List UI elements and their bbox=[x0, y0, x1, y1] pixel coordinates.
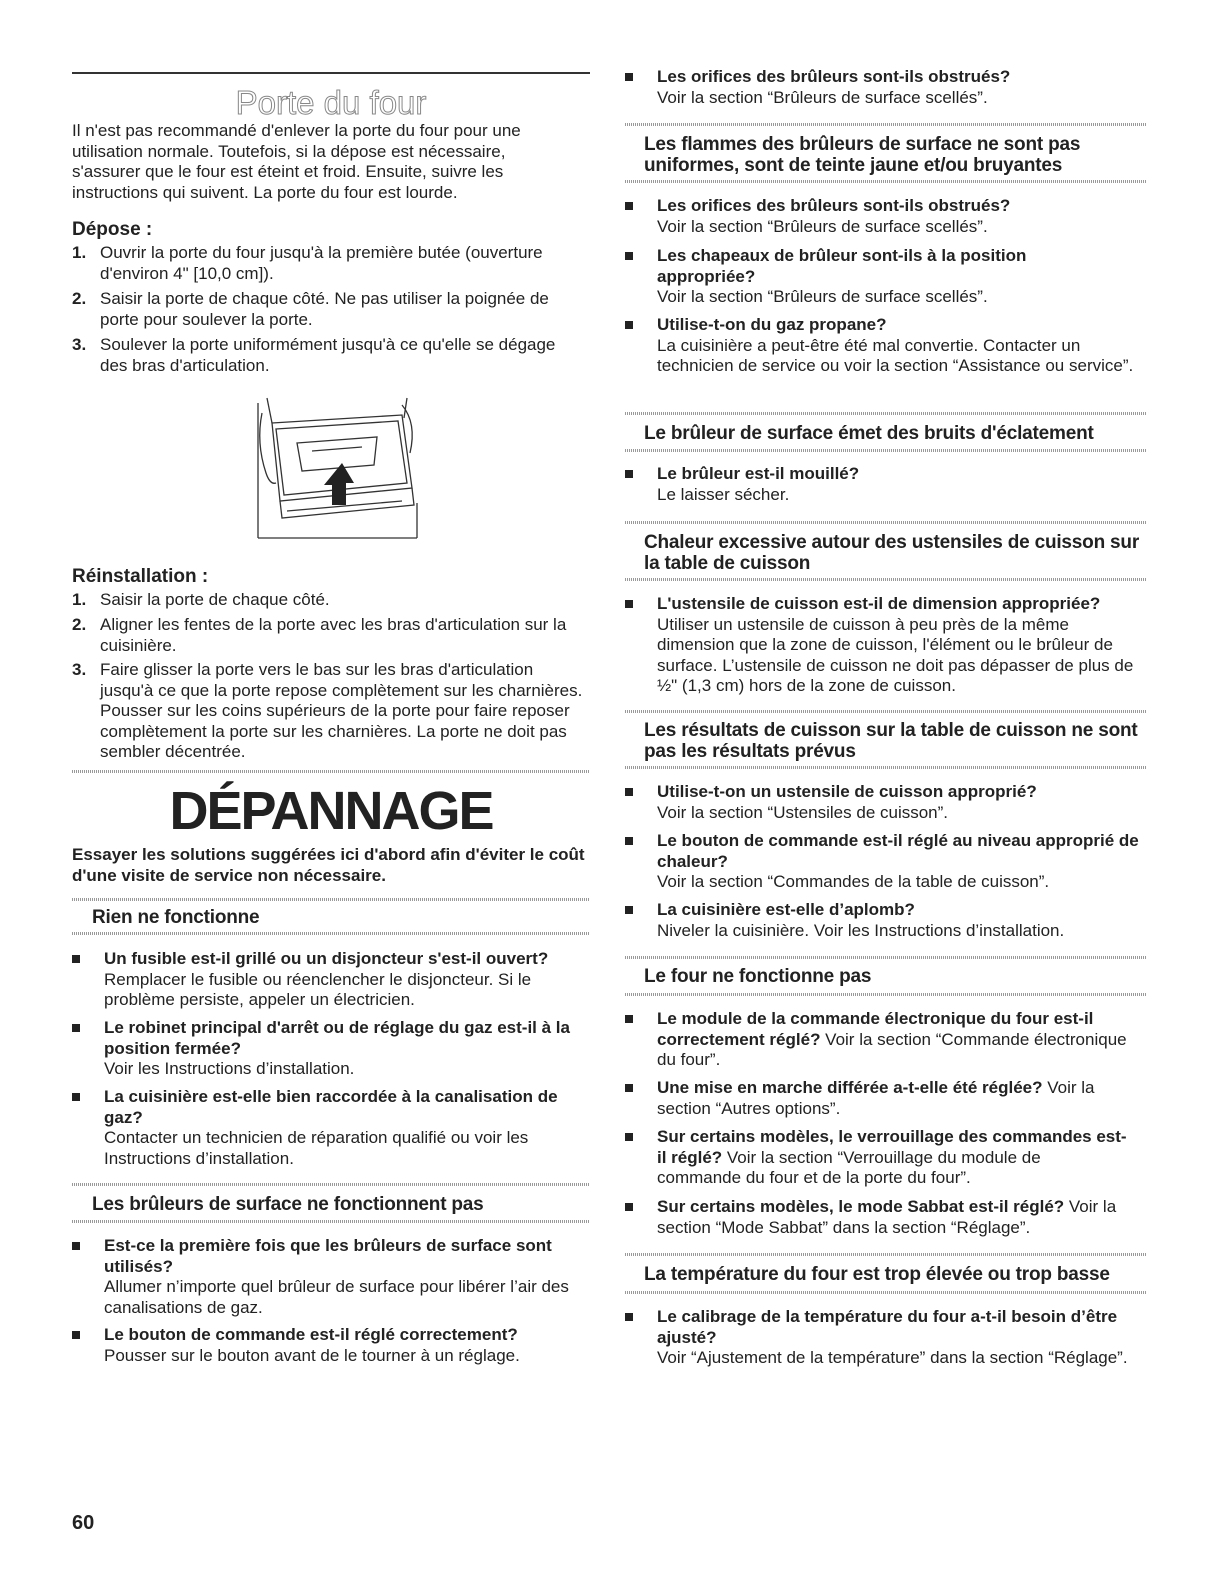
divider bbox=[625, 956, 1147, 959]
bullet-icon bbox=[625, 321, 633, 329]
bullet-icon bbox=[72, 1242, 80, 1250]
list-item bbox=[625, 782, 1150, 823]
step-number: 2. bbox=[72, 615, 87, 634]
depose-step bbox=[72, 243, 587, 284]
answer: Voir la section “Commandes de la table de cuisson”. bbox=[657, 872, 1050, 891]
bullet-icon bbox=[625, 1015, 633, 1023]
bullet-icon bbox=[72, 1331, 80, 1339]
step-text: Soulever la porte uniformément jusqu'à ce qu'elle se dégage des bras d'articulation. bbox=[100, 335, 556, 375]
divider bbox=[625, 578, 1147, 581]
answer: Contacter un technicien de réparation qualifié ou voir les Instructions d’installation. bbox=[104, 1128, 529, 1168]
answer: Pousser sur le bouton avant de le tourner à un réglage. bbox=[104, 1345, 520, 1365]
list-item bbox=[625, 1197, 1150, 1238]
answer: Niveler la cuisinière. Voir les Instructions d’installation. bbox=[657, 920, 1065, 940]
question: Les chapeaux de brûleur sont-ils à la position appropriée? bbox=[657, 246, 1027, 286]
answer: Voir la section “Ustensiles de cuisson”. bbox=[657, 802, 949, 822]
page-number: 60 bbox=[72, 1512, 95, 1534]
bullet-icon bbox=[625, 470, 633, 478]
question: Le brûleur est-il mouillé? bbox=[657, 464, 860, 483]
divider bbox=[625, 412, 1147, 415]
answer: Voir la section “Commande électronique du four”. bbox=[657, 1029, 1127, 1069]
flammes-heading: Les flammes des brûleurs de surface ne sont pas uniformes, sont de teinte jaune et/ou bruyantes bbox=[644, 134, 1081, 176]
list-item bbox=[72, 1325, 590, 1366]
divider bbox=[625, 123, 1147, 126]
question: Le bouton de commande est-il réglé au niveau approprié de chaleur? bbox=[657, 831, 1139, 871]
bruleurs-heading: Les brûleurs de surface ne fonctionnent pas bbox=[92, 1194, 484, 1215]
reinstall-step bbox=[72, 590, 587, 611]
bullet-icon bbox=[72, 1024, 80, 1032]
step-number: 1. bbox=[72, 590, 87, 609]
question: Une mise en marche différée a-t-elle été réglée? bbox=[657, 1078, 1043, 1097]
temp-heading: La température du four est trop élevée ou trop basse bbox=[644, 1264, 1110, 1285]
answer: Le laisser sécher. bbox=[657, 484, 790, 504]
list-item bbox=[72, 1018, 590, 1080]
intro-paragraph: Il n'est pas recommandé d'enlever la porte du four pour une utilisation normale. Toutefois, si la dépose est nécessaire, s'assurer que le four est éteint et froid. Ensuite, suivre les instructions qui suivent. La porte du four est lourde. bbox=[72, 121, 521, 202]
list-item bbox=[625, 900, 1150, 941]
step-text: Faire glisser la porte vers le bas sur les bras d'articulation jusqu'à ce que la porte repose complètement sur les charnières. Pousser sur les coins supérieurs de la porte pour faire reposer complètement la porte sur les charnières. La porte ne doit pas sembler décentrée. bbox=[100, 660, 583, 761]
rien-heading: Rien ne fonctionne bbox=[92, 907, 260, 928]
step-number: 2. bbox=[72, 289, 87, 308]
question: Est-ce la première fois que les brûleurs de surface sont utilisés? bbox=[104, 1236, 552, 1276]
divider bbox=[625, 766, 1147, 769]
question: Le module de la commande électronique du four est-il correctement réglé? bbox=[657, 1009, 1094, 1049]
eclat-heading: Le brûleur de surface émet des bruits d'éclatement bbox=[644, 423, 1094, 444]
reinstall-heading: Réinstallation : bbox=[72, 566, 209, 587]
question: Utilise-t-on du gaz propane? bbox=[657, 315, 887, 334]
step-text: Aligner les fentes de la porte avec les bras d'articulation sur la cuisinière. bbox=[100, 615, 567, 655]
bullet-icon bbox=[72, 955, 80, 963]
bullet-icon bbox=[625, 1313, 633, 1321]
question: Sur certains modèles, le mode Sabbat est-il réglé? bbox=[657, 1197, 1065, 1216]
divider bbox=[72, 1183, 590, 1186]
divider bbox=[625, 1253, 1147, 1256]
question: Utilise-t-on un ustensile de cuisson approprié? bbox=[657, 782, 1037, 801]
divider bbox=[625, 180, 1147, 183]
list-item bbox=[625, 831, 1150, 893]
step-text: Ouvrir la porte du four jusqu'à la première butée (ouverture d'environ 4" [10,0 cm]). bbox=[100, 243, 543, 283]
top-rule bbox=[72, 72, 590, 74]
section-title-porte-du-four: Porte du four bbox=[235, 84, 427, 121]
step-number: 1. bbox=[72, 243, 87, 262]
divider bbox=[72, 770, 590, 773]
list-item bbox=[625, 315, 1150, 377]
list-item bbox=[625, 594, 1150, 697]
answer: Voir la section “Autres options”. bbox=[657, 1078, 1095, 1118]
list-item bbox=[72, 1236, 590, 1318]
bullet-icon bbox=[625, 837, 633, 845]
question: Un fusible est-il grillé ou un disjoncteur s'est-il ouvert? bbox=[104, 949, 549, 968]
question: Les orifices des brûleurs sont-ils obstrués? bbox=[657, 67, 1011, 86]
list-item bbox=[625, 67, 1150, 108]
depannage-title: DÉPANNAGE bbox=[169, 781, 493, 841]
answer: Voir la section “Mode Sabbat” dans la section “Réglage”. bbox=[657, 1197, 1117, 1237]
question: Le calibrage de la température du four a-t-il besoin d’être ajusté? bbox=[657, 1307, 1118, 1347]
oven-door-illustration bbox=[252, 393, 427, 543]
answer: Voir la section “Brûleurs de surface scellés”. bbox=[657, 216, 988, 236]
bullet-icon bbox=[625, 73, 633, 81]
bullet-icon bbox=[625, 906, 633, 914]
question: Sur certains modèles, le verrouillage des commandes est-il réglé? bbox=[657, 1127, 1127, 1167]
bullet-icon bbox=[625, 202, 633, 210]
four-heading: Le four ne fonctionne pas bbox=[644, 966, 872, 987]
question: La cuisinière est-elle bien raccordée à la canalisation de gaz? bbox=[104, 1087, 558, 1127]
intro-bold: Essayer les solutions suggérées ici d'abord afin d'éviter le coût d'une visite de service non nécessaire. bbox=[72, 845, 585, 885]
answer: Voir la section “Brûleurs de surface scellés”. bbox=[657, 87, 988, 107]
reinstall-step bbox=[72, 615, 587, 656]
list-item bbox=[625, 246, 1150, 308]
answer: Utiliser un ustensile de cuisson à peu près de la même dimension que la zone de cuisson, l'élément ou le brûleur de surface. L’ustensile de cuisson ne doit pas dépasser de plus de ½" (1,3 cm) hors de la zone de cuisson. bbox=[657, 614, 1134, 695]
depose-step bbox=[72, 335, 587, 376]
divider bbox=[625, 993, 1147, 996]
answer: Voir “Ajustement de la température” dans la section “Réglage”. bbox=[657, 1348, 1128, 1367]
question: Le robinet principal d'arrêt ou de réglage du gaz est-il à la position fermée? bbox=[104, 1018, 570, 1058]
divider bbox=[625, 521, 1147, 524]
depose-heading: Dépose : bbox=[72, 219, 153, 240]
divider bbox=[72, 1220, 590, 1223]
bullet-icon bbox=[625, 252, 633, 260]
list-item bbox=[625, 1009, 1150, 1071]
question: L'ustensile de cuisson est-il de dimension appropriée? bbox=[657, 594, 1101, 613]
answer: Allumer n’importe quel brûleur de surface pour libérer l’air des canalisations de gaz. bbox=[104, 1277, 569, 1317]
chaleur-heading: Chaleur excessive autour des ustensiles de cuisson sur la table de cuisson bbox=[644, 532, 1140, 574]
bullet-icon bbox=[625, 1133, 633, 1141]
answer: Remplacer le fusible ou réenclencher le disjoncteur. Si le problème persiste, appeler un électricien. bbox=[104, 969, 532, 1009]
question: Les orifices des brûleurs sont-ils obstrués? bbox=[657, 196, 1011, 215]
bullet-icon bbox=[72, 1093, 80, 1101]
step-text: Saisir la porte de chaque côté. Ne pas utiliser la poignée de porte pour soulever la porte. bbox=[100, 289, 549, 329]
list-item bbox=[72, 949, 590, 1011]
list-item bbox=[625, 196, 1150, 237]
divider bbox=[625, 710, 1147, 713]
divider bbox=[72, 898, 590, 901]
resultats-heading: Les résultats de cuisson sur la table de cuisson ne sont pas les résultats prévus bbox=[644, 720, 1138, 762]
answer: Voir les Instructions d’installation. bbox=[104, 1059, 355, 1078]
question: La cuisinière est-elle d’aplomb? bbox=[657, 900, 915, 919]
bullet-icon bbox=[625, 600, 633, 608]
reinstall-step bbox=[72, 660, 587, 763]
list-item bbox=[72, 1087, 590, 1169]
divider bbox=[625, 1291, 1147, 1294]
answer: Voir la section “Brûleurs de surface scellés”. bbox=[657, 287, 988, 306]
list-item bbox=[625, 1127, 1150, 1189]
depose-step bbox=[72, 289, 587, 330]
bullet-icon bbox=[625, 1084, 633, 1092]
step-number: 3. bbox=[72, 335, 87, 354]
answer: La cuisinière a peut-être été mal convertie. Contacter un technicien de service ou voir la section “Assistance ou service”. bbox=[657, 335, 1134, 375]
bullet-icon bbox=[625, 788, 633, 796]
step-text: Saisir la porte de chaque côté. bbox=[100, 590, 330, 609]
list-item bbox=[625, 1307, 1150, 1369]
answer: Voir la section “Verrouillage du module de commande du four et de la porte du four”. bbox=[657, 1147, 1041, 1187]
list-item bbox=[625, 1078, 1150, 1119]
step-number: 3. bbox=[72, 660, 87, 679]
question: Le bouton de commande est-il réglé correctement? bbox=[104, 1325, 518, 1344]
bullet-icon bbox=[625, 1203, 633, 1211]
list-item bbox=[625, 464, 1150, 505]
divider bbox=[625, 449, 1147, 452]
divider bbox=[72, 932, 590, 935]
